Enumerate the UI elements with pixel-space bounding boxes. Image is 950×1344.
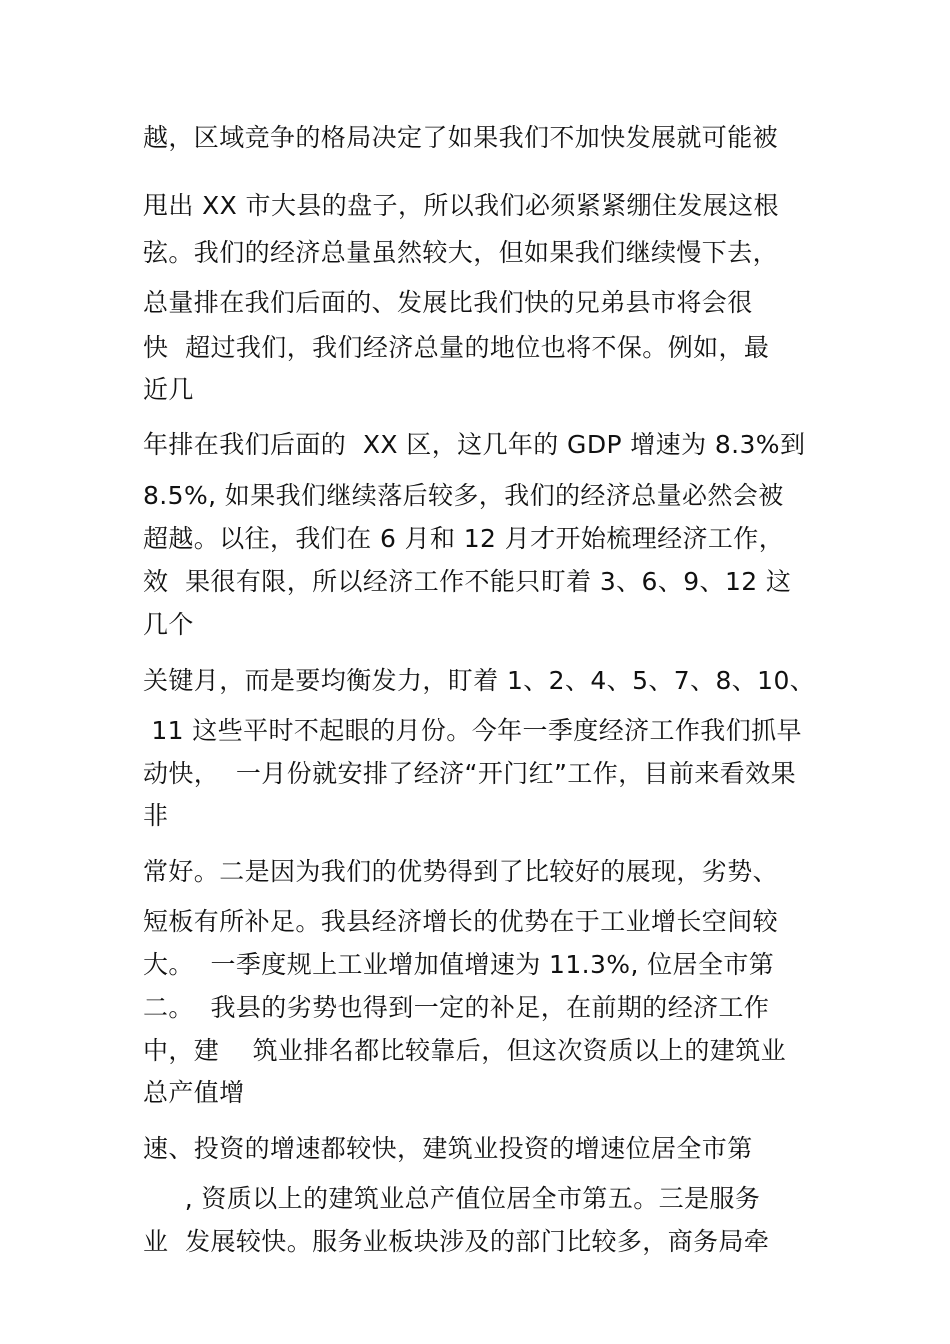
text-line: 8.5%, 如果我们继续落后较多，我们的经济总量必然会被 bbox=[143, 481, 784, 510]
text-line: 越，区域竞争的格局决定了如果我们不加快发展就可能被 bbox=[143, 123, 779, 152]
text-line: 弦。我们的经济总量虽然较大，但如果我们继续慢下去， bbox=[143, 238, 779, 267]
text-line: 年排在我们后面的 XX 区，这几年的 GDP 增速为 8.3%到 bbox=[143, 430, 806, 459]
text-line: 速、投资的增速都较快，建筑业投资的增速位居全市第 bbox=[143, 1134, 753, 1163]
text-line: 总产值增 bbox=[143, 1078, 245, 1107]
text-line: 非 bbox=[143, 801, 169, 830]
text-line: 甩出 XX 市大县的盘子，所以我们必须紧紧绷住发展这根 bbox=[143, 191, 779, 220]
text-line: 二。 我县的劣势也得到一定的补足，在前期的经济工作 bbox=[143, 993, 770, 1022]
text-line: 常好。二是因为我们的优势得到了比较好的展现，劣势、 bbox=[143, 857, 779, 886]
text-line: 中，建 筑业排名都比较靠后，但这次资质以上的建筑业 bbox=[143, 1036, 786, 1065]
text-line: 大。 一季度规上工业增加值增速为 11.3%, 位居全市第 bbox=[143, 950, 775, 979]
text-line: 效 果很有限，所以经济工作不能只盯着 3、6、9、12 这 bbox=[143, 567, 792, 596]
text-line: 关键月，而是要均衡发力，盯着 1、2、4、5、7、8、10、 bbox=[143, 666, 816, 695]
text-line: , 资质以上的建筑业总产值位居全市第五。三是服务 bbox=[143, 1184, 761, 1213]
text-line: 短板有所补足。我县经济增长的优势在于工业增长空间较 bbox=[143, 907, 779, 936]
text-line: 业 发展较快。服务业板块涉及的部门比较多，商务局牵 bbox=[143, 1227, 770, 1256]
text-line: 近几 bbox=[143, 375, 194, 404]
text-line: 总量排在我们后面的、发展比我们快的兄弟县市将会很 bbox=[143, 288, 753, 317]
text-line: 动快， 一月份就安排了经济“开门红”工作，目前来看效果 bbox=[143, 759, 796, 788]
text-line: 超越。以往，我们在 6 月和 12 月才开始梳理经济工作， bbox=[143, 524, 785, 553]
text-line: 几个 bbox=[143, 610, 194, 639]
text-line: 快 超过我们，我们经济总量的地位也将不保。例如，最 bbox=[143, 333, 770, 362]
text-line: 11 这些平时不起眼的月份。今年一季度经济工作我们抓早 bbox=[143, 716, 802, 745]
